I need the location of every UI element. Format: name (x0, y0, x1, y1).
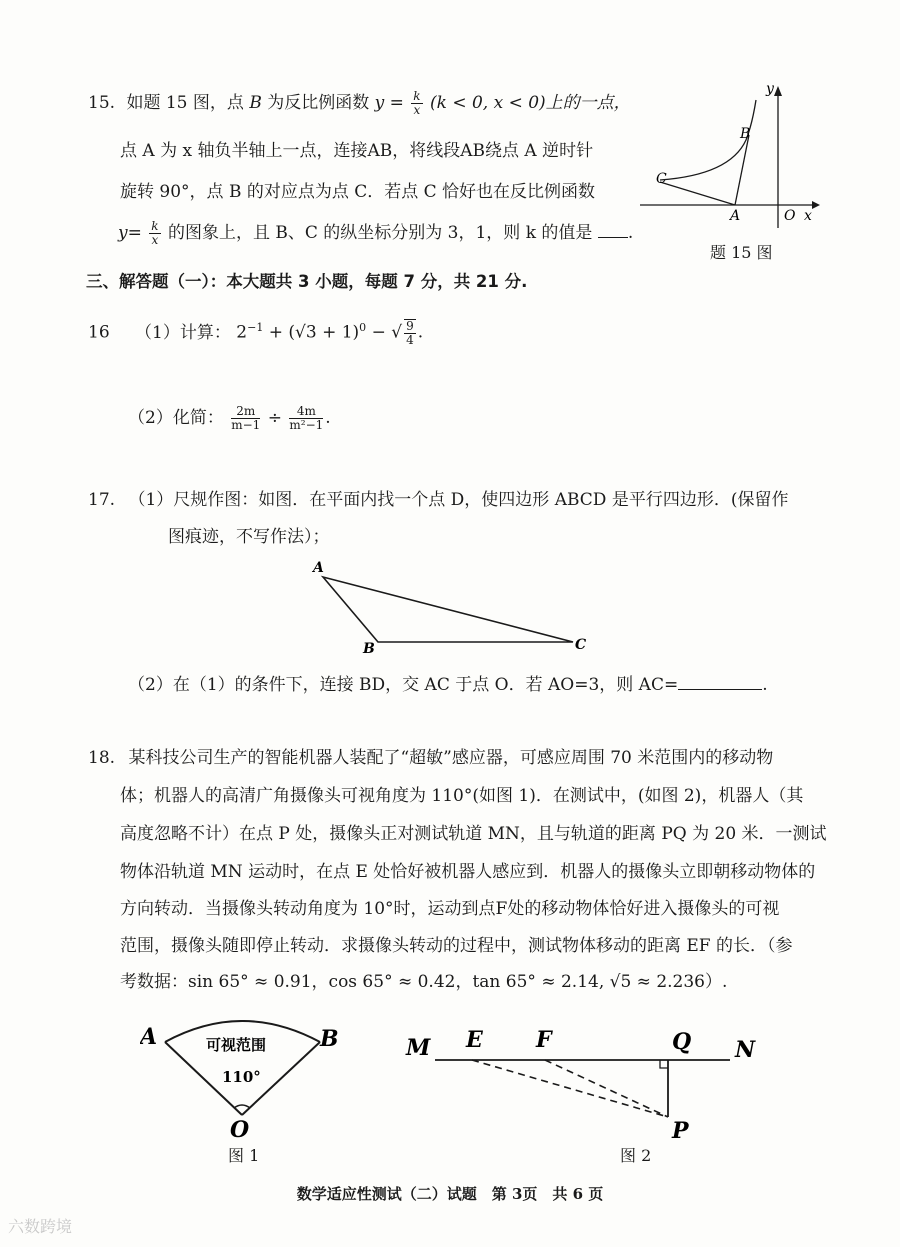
label-Q: Q (672, 1029, 692, 1055)
label-x: x (804, 208, 812, 224)
label-angle: 110° (222, 1068, 261, 1086)
label-C: C (575, 637, 587, 653)
label-A: A (140, 1024, 158, 1050)
q16-fraction-9-over-4: $\frac{9}{4}$ (406, 319, 414, 348)
q15-fraction-k-over-x-2: $\frac{k}{x}$ (151, 219, 159, 247)
q15-figure (640, 80, 830, 230)
segment-PE (472, 1060, 668, 1117)
label-B: B (363, 641, 375, 657)
segment-AC (660, 182, 735, 205)
q16-number: 16 (88, 322, 110, 343)
q15-number: 15. (88, 93, 116, 113)
q17-part2: （2）在（1）的条件下，连接 BD，交 AC 于点 O．若 AO=3，则 AC= . (128, 675, 768, 695)
q18-line4: 物体沿轨道 MN 运动时，在点 E 处恰好被机器人感应到．机器人的摄像头立即朝移动物体的 (120, 862, 816, 882)
label-view-range: 可视范围 (206, 1036, 267, 1054)
q16-part1: 16 （1）计算： $2^{-1} + (√3 + 1)^0$ − √ $\frac{9}{4}$ . (88, 319, 424, 348)
label-B: B (320, 1026, 339, 1052)
q18-line1: 18. 某科技公司生产的智能机器人装配了“超敏”感应器，可感应周围 70 米范围内的移动物 (88, 748, 774, 768)
q15-answer-blank[interactable] (598, 237, 628, 238)
q17-part1-line2: 图痕迹，不写作法）； (168, 527, 330, 547)
label-E: E (466, 1027, 483, 1053)
q17-part1-line1: 17. （1）尺规作图：如图．在平面内找一个点 D，使四边形 ABCD 是平行四边形．(保留作 (88, 490, 789, 510)
q18-line7: 考数据：sin 65° ≈ 0.91，cos 65° ≈ 0.42，tan 65° ≈ 2.14, √5 ≈ 2.236）. (120, 972, 728, 992)
label-O: O (230, 1117, 250, 1140)
q17-number: 17. (88, 490, 116, 510)
q18-number: 18. (88, 748, 116, 768)
section3-heading: 三、解答题（一）：本大题共 3 小题，每题 7 分，共 21 分. (86, 272, 528, 291)
label-M: M (406, 1035, 431, 1061)
label-y: y (766, 81, 774, 97)
label-C: C (656, 171, 667, 187)
q16-fraction-1: $\frac{2m}{m-1}$ (231, 404, 261, 432)
watermark: 六数跨境 (8, 1217, 73, 1236)
segment-PF (545, 1060, 668, 1117)
q18-line6: 范围，摄像头随即停止转动．求摄像头转动的过程中，测试物体移动的距离 EF 的长．（参 (120, 936, 793, 956)
segment-AB (735, 135, 749, 205)
q16-fraction-2: $\frac{4m}{\text{m²−1}}$ (289, 404, 324, 432)
q16-part2: （2）化简： $\frac{2m}{m-1}$ ÷ $\frac{4m}{\text{m²−1}}$ . (128, 404, 331, 432)
q15-line3: 旋转 90°，点 B 的对应点为点 C．若点 C 恰好也在反比例函数 (120, 182, 596, 202)
label-P: P (672, 1118, 689, 1144)
label-N: N (735, 1037, 756, 1063)
q15-line1: 15. 如题 15 图，点 B 为反比例函数 y = $\frac{k}{x}$ (k < 0, x < 0)上的一点， (88, 89, 631, 117)
label-A: A (313, 560, 324, 576)
q15-fraction-k-over-x: $\frac{k}{x}$ (413, 89, 421, 117)
q15-line2: 点 A 为 x 轴负半轴上一点，连接AB，将线段AB绕点 A 逆时针 (120, 141, 594, 161)
q18-line2: 体；机器人的高清广角摄像头可视角度为 110°(如图 1)．在测试中，(如图 2)，机器人（其 (120, 786, 804, 806)
label-A: A (730, 208, 741, 224)
q15-figure-caption: 题 15 图 (710, 243, 773, 262)
q18-figure1-caption: 图 1 (228, 1146, 260, 1165)
y-axis-arrow-icon (774, 86, 782, 96)
q17-triangle-figure (305, 555, 605, 660)
right-angle-icon (660, 1060, 668, 1068)
q18-figure2-caption: 图 2 (620, 1146, 652, 1165)
triangle-ABC (323, 577, 573, 642)
x-axis-arrow-icon (812, 201, 820, 209)
q18-line3: 高度忽略不计）在点 P 处，摄像头正对测试轨道 MN，且与轨道的距离 PQ 为 20 米．一测试 (120, 824, 827, 844)
angle-mark-icon (234, 1105, 250, 1108)
q15-line4: y= $\frac{k}{x}$ 的图象上，且 B、C 的纵坐标分别为 3，1，则 k 的值是 . (118, 219, 634, 247)
label-O: O (784, 208, 796, 224)
q18-line5: 方向转动．当摄像头转动角度为 10°时，运动到点F处的移动物体恰好进入摄像头的可视 (120, 899, 780, 919)
label-F: F (536, 1027, 552, 1053)
q18-figure2 (400, 1025, 770, 1145)
label-B: B (740, 126, 751, 142)
q17-answer-blank[interactable] (678, 689, 762, 690)
q18-figure1 (140, 1020, 350, 1140)
page-footer: 数学适应性测试（二）试题 第 3页 共 6 页 (296, 1185, 604, 1203)
